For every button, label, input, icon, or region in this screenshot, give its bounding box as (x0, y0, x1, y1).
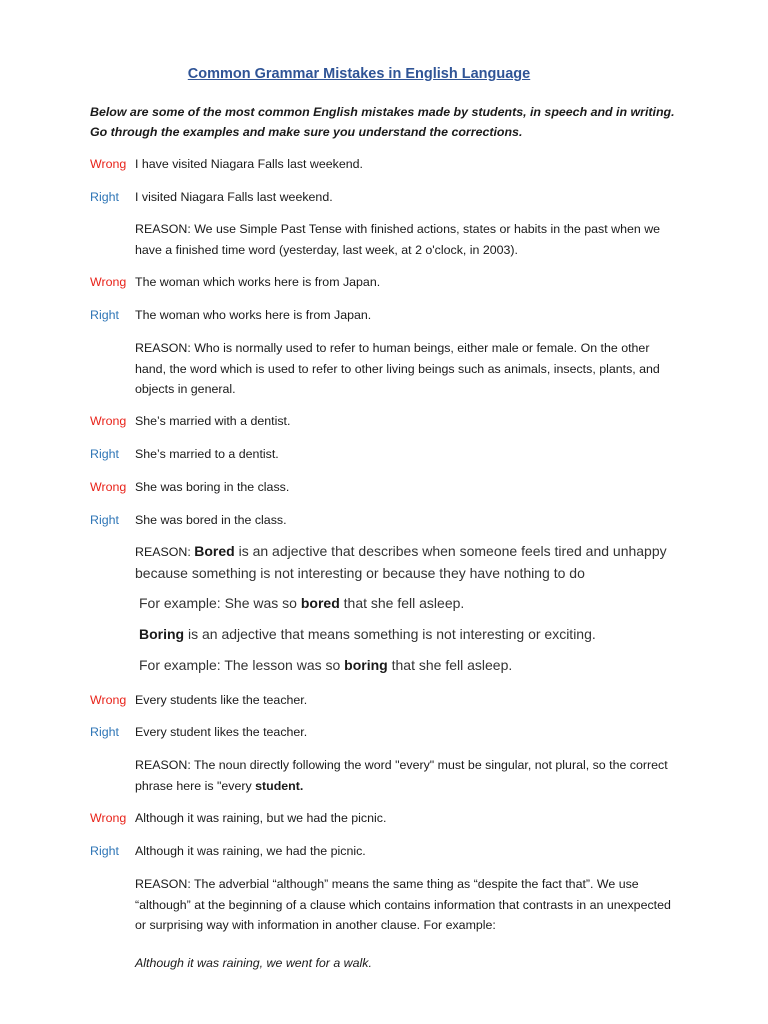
wrong-sentence: The woman which works here is from Japan. (135, 275, 381, 289)
reason-text: REASON: The noun directly following the word "every" must be singular, not plural, so the correct phrase here is "every (135, 758, 668, 793)
right-line-5 (90, 724, 307, 740)
right-sentence: She’s married to a dentist. (135, 447, 279, 461)
wrong-line-2 (90, 274, 380, 290)
wrong-label: Wrong (90, 693, 127, 707)
example-boring (139, 657, 512, 673)
intro-paragraph: Below are some of the most common English mistakes made by students, in speech and in writing. Go through the examples and make sure you understand the corrections. (90, 105, 675, 139)
right-sentence: Every student likes the teacher. (135, 725, 308, 739)
right-label: Right (90, 190, 119, 204)
wrong-sentence: She was boring in the class. (135, 480, 290, 494)
reason-5 (135, 755, 680, 796)
example-bold: boring (344, 657, 388, 673)
wrong-line-1 (90, 156, 363, 172)
example-text: For example: She was so (139, 595, 297, 611)
reason-4 (135, 541, 680, 584)
term-bored: Bored (194, 543, 235, 559)
right-line-6 (90, 843, 366, 859)
wrong-sentence: I have visited Niagara Falls last weekend. (135, 157, 363, 171)
wrong-label: Wrong (90, 275, 127, 289)
right-line-2 (90, 307, 371, 323)
example-text: that she fell asleep. (343, 595, 465, 611)
definition-boring (139, 626, 596, 642)
reason-body (135, 543, 667, 581)
reason-bold: student. (255, 778, 304, 793)
wrong-label: Wrong (90, 157, 127, 171)
right-label: Right (90, 308, 119, 322)
wrong-sentence: Every students like the teacher. (135, 693, 308, 707)
reason-1: REASON: We use Simple Past Tense with finished actions, states or habits in the past when we have a finished time word (yesterday, last week, at 2 o'clock, in 2003). (135, 222, 661, 257)
right-line-3 (90, 446, 279, 462)
reason-6: REASON: The adverbial “although” means the same thing as “despite the fact that”. We use “although” at the beginning of a clause which contains information that contrasts in an unexpected or surprising way with information in another clause. For example: (135, 877, 671, 932)
wrong-label: Wrong (90, 811, 127, 825)
right-label: Right (90, 725, 119, 739)
right-label: Right (90, 447, 119, 461)
right-line-4 (90, 512, 287, 528)
example-bold: bored (300, 595, 340, 611)
right-sentence: I visited Niagara Falls last weekend. (135, 190, 333, 204)
right-sentence: Although it was raining, we had the picnic. (135, 844, 366, 858)
page-title: Common Grammar Mistakes in English Language (187, 66, 531, 82)
reason-text: is an adjective that describes when someone feels tired and unhappy because something is not interesting or because they have nothing to do (135, 543, 667, 581)
wrong-label: Wrong (90, 414, 127, 428)
wrong-line-4 (90, 479, 289, 495)
wrong-sentence: Although it was raining, but we had the picnic. (135, 811, 387, 825)
wrong-line-6 (90, 810, 386, 826)
right-label: Right (90, 513, 119, 527)
wrong-line-3 (90, 413, 290, 429)
term-boring: Boring (139, 626, 185, 642)
wrong-sentence: She’s married with a dentist. (135, 414, 291, 428)
reason-2: REASON: Who is normally used to refer to human beings, either male or female. On the other hand, the word which is used to refer to other living beings such as animals, insects, plants, and objects in general. (135, 341, 660, 396)
reason-prefix: REASON: (135, 545, 191, 559)
wrong-line-5 (90, 692, 307, 708)
example-sentence: Although it was raining, we went for a walk. (135, 956, 372, 970)
example-bored (139, 595, 464, 611)
example-text: that she fell asleep. (391, 657, 513, 673)
right-sentence: The woman who works here is from Japan. (135, 308, 372, 322)
example-text: For example: The lesson was so (139, 657, 341, 673)
definition-text: is an adjective that means something is not interesting or exciting. (188, 626, 596, 642)
wrong-label: Wrong (90, 480, 127, 494)
right-line-1 (90, 189, 333, 205)
right-label: Right (90, 844, 119, 858)
right-sentence: She was bored in the class. (135, 513, 287, 527)
